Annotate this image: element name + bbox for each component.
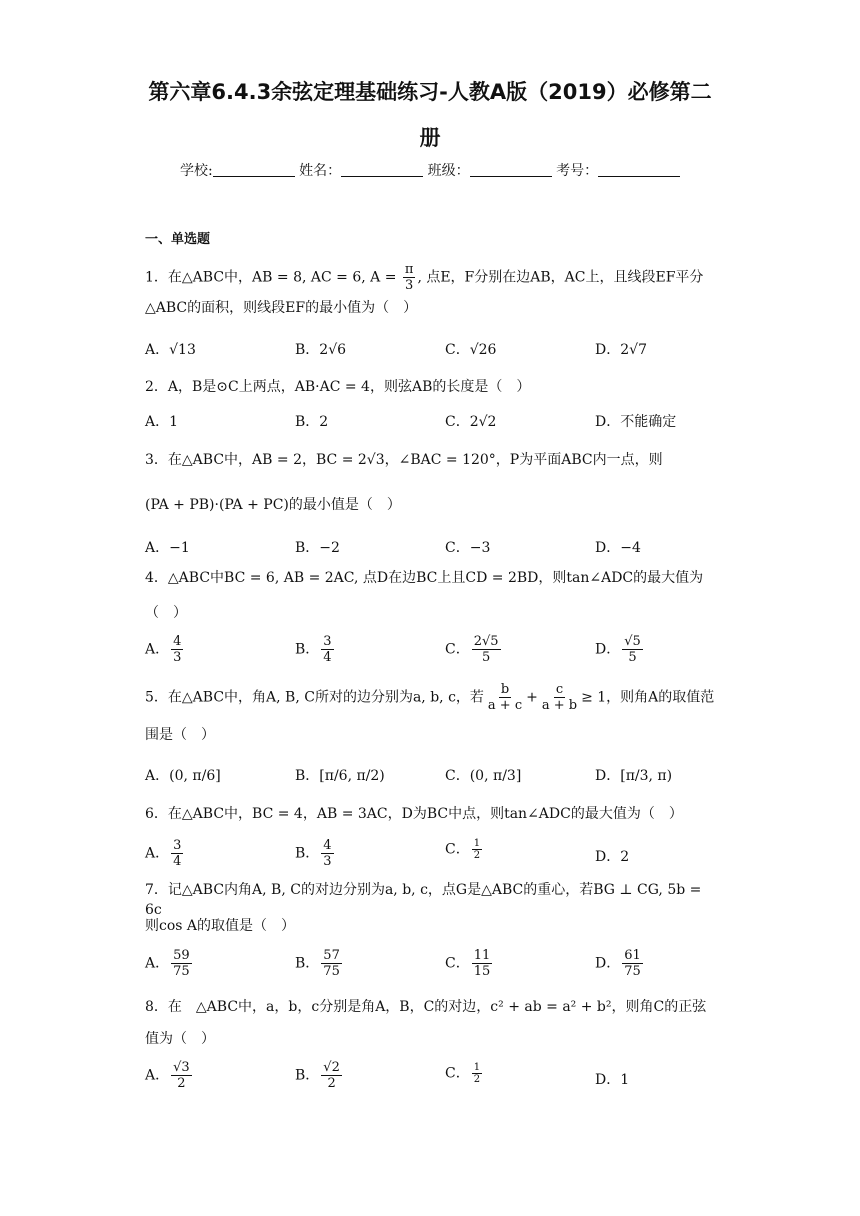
- fraction-denominator: 75: [624, 964, 641, 979]
- q4-option-b[interactable]: [295, 634, 336, 665]
- q4-option-a[interactable]: [145, 634, 185, 665]
- option-label: A．: [145, 1067, 170, 1084]
- q1-option-b[interactable]: [295, 339, 346, 359]
- q4-option-d[interactable]: [595, 634, 645, 665]
- question-2: 2．A，B是⊙C上两点，AB·AC = 4，则弦AB的长度是（ ）: [145, 379, 531, 395]
- q3-option-a[interactable]: A．−1: [145, 540, 190, 556]
- page-title-continued: 册: [419, 126, 441, 150]
- fraction-denominator: 75: [173, 964, 190, 979]
- option-fraction: [472, 948, 493, 979]
- fraction-denominator: 2: [327, 1076, 336, 1091]
- name-field[interactable]: [341, 162, 423, 177]
- q8-option-a[interactable]: [145, 1060, 194, 1091]
- option-fraction: [171, 634, 183, 665]
- option-fraction: [321, 634, 333, 665]
- fraction-numerator: 4: [173, 634, 182, 649]
- b-over-a-plus-c: [486, 682, 524, 713]
- fraction-numerator: π: [404, 262, 414, 277]
- fraction-denominator: 2: [177, 1076, 186, 1091]
- fraction-numerator: 3: [323, 634, 332, 649]
- question-5-text: 5．在△ABC中，角A, B, C所对的边分别为a, b, c，若: [145, 689, 484, 706]
- number-field[interactable]: [598, 162, 680, 177]
- fraction-denominator: 15: [473, 964, 491, 979]
- q5-option-d[interactable]: [595, 765, 672, 785]
- question-5-line-2: 围是（ ）: [145, 727, 215, 743]
- fraction-numerator: 4: [323, 838, 332, 853]
- option-label: A．: [145, 768, 170, 784]
- option-label: A．: [145, 955, 170, 972]
- option-value: (0, π/3]: [469, 768, 522, 784]
- q3-option-b[interactable]: B．−2: [295, 540, 340, 556]
- option-fraction: [472, 634, 501, 665]
- q1-option-a[interactable]: [145, 339, 196, 359]
- option-fraction: [321, 838, 333, 869]
- fraction-numerator: 3: [173, 838, 182, 853]
- fraction-numerator: 59: [173, 948, 190, 963]
- option-label: C．: [445, 641, 470, 658]
- question-7: 7．记△ABC内角A, B, C的对边分别为a, b, c，点G是△ABC的重心，若BG ⊥ CG, 5b = 6c: [145, 882, 702, 918]
- option-value: [π/3, π): [620, 768, 673, 784]
- option-fraction: [321, 948, 342, 979]
- option-value: [π/6, π/2): [319, 768, 385, 784]
- option-value: (0, π/6]: [169, 768, 221, 784]
- q6-option-b[interactable]: [295, 838, 336, 869]
- plus-sign: +: [526, 689, 538, 706]
- q7-option-c[interactable]: [445, 948, 494, 979]
- q6-option-d[interactable]: D．2: [595, 849, 630, 865]
- q8-option-d[interactable]: D．1: [595, 1072, 630, 1088]
- class-label: 班级：: [427, 163, 470, 179]
- option-fraction: [171, 948, 192, 979]
- option-label: D．: [595, 768, 621, 784]
- option-label: C．: [445, 841, 470, 858]
- fraction-denominator: 3: [173, 650, 182, 665]
- fraction-numerator: b: [500, 682, 510, 697]
- option-fraction: [171, 1060, 192, 1091]
- q7-option-b[interactable]: [295, 948, 344, 979]
- option-value: √26: [469, 342, 497, 358]
- option-label: A．: [145, 641, 170, 658]
- question-3-line-2: (PA + PB)·(PA + PC)的最小值是（ ）: [145, 497, 401, 513]
- fraction-numerator: c: [555, 682, 564, 697]
- option-label: B．: [295, 768, 320, 784]
- fraction-numerator: √2: [323, 1060, 340, 1075]
- question-4-line-2: （ ）: [145, 605, 187, 621]
- option-value: 2√7: [620, 342, 647, 358]
- option-label: B．: [295, 1067, 320, 1084]
- option-label: B．: [295, 641, 320, 658]
- fraction-numerator: 1: [473, 1062, 481, 1073]
- question-4: 4．△ABC中BC = 6, AB = 2AC, 点D在边BC上且CD = 2BD，则tan∠ADC的最大值为: [145, 570, 704, 586]
- class-field[interactable]: [470, 162, 552, 177]
- question-1-text-cont: , 点E，F分别在边AB，AC上，且线段EF平分: [417, 269, 704, 286]
- option-label: C．: [445, 342, 470, 358]
- option-label: B．: [295, 845, 320, 862]
- fraction-denominator: a + c: [487, 698, 523, 713]
- fraction-numerator: 61: [624, 948, 641, 963]
- q7-option-d[interactable]: [595, 948, 645, 979]
- fraction-numerator: 11: [473, 948, 491, 963]
- option-fraction: [472, 1062, 482, 1085]
- q5-option-a[interactable]: [145, 765, 221, 785]
- fraction-numerator: √3: [173, 1060, 190, 1075]
- question-5: [145, 682, 715, 713]
- pi-over-3-fraction: [403, 262, 416, 293]
- fraction-numerator: 1: [473, 838, 481, 849]
- fraction-numerator: √5: [624, 634, 641, 649]
- option-value: √13: [169, 342, 196, 358]
- q1-option-d[interactable]: [595, 339, 647, 359]
- option-label: C．: [445, 1065, 470, 1082]
- fraction-denominator: a + b: [541, 698, 578, 713]
- option-fraction: [472, 838, 482, 861]
- fraction-denominator: 2: [473, 850, 481, 861]
- question-5-text-cont: ≥ 1，则角A的取值范: [581, 689, 715, 706]
- option-label: D．: [595, 641, 621, 658]
- q7-option-a[interactable]: [145, 948, 194, 979]
- option-fraction: [171, 838, 183, 869]
- c-over-a-plus-b: [540, 682, 579, 713]
- fraction-denominator: 3: [323, 854, 332, 869]
- question-8-line-2: 值为（ ）: [145, 1031, 215, 1047]
- option-label: D．: [595, 342, 621, 358]
- fraction-denominator: 5: [481, 650, 491, 665]
- q2-option-a[interactable]: A．1: [145, 414, 179, 430]
- school-field[interactable]: [213, 162, 295, 177]
- q4-option-c[interactable]: [445, 634, 503, 665]
- fraction-numerator: 57: [323, 948, 340, 963]
- option-label: B．: [295, 342, 320, 358]
- q8-option-b[interactable]: [295, 1060, 344, 1091]
- q2-option-b[interactable]: B．2: [295, 414, 329, 430]
- q2-option-c[interactable]: C．2√2: [445, 414, 497, 430]
- q5-option-c[interactable]: [445, 765, 521, 785]
- q2-option-d[interactable]: D．不能确定: [595, 414, 677, 430]
- question-6: 6．在△ABC中，BC = 4，AB = 3AC，D为BC中点，则tan∠ADC的最大值为（ ）: [145, 806, 683, 822]
- fraction-denominator: 4: [173, 854, 182, 869]
- fraction-denominator: 4: [323, 650, 332, 665]
- q6-option-a[interactable]: [145, 838, 185, 869]
- question-1-text: 1．在△ABC中，AB = 8, AC = 6, A =: [145, 269, 401, 286]
- q3-option-d[interactable]: D．−4: [595, 540, 641, 556]
- option-label: C．: [445, 955, 470, 972]
- page-title: 第六章6.4.3余弦定理基础练习-人教A版（2019）必修第二: [148, 80, 712, 104]
- option-label: C．: [445, 768, 470, 784]
- section-heading: 一、单选题: [145, 232, 211, 247]
- q8-option-c[interactable]: [445, 1062, 484, 1085]
- fraction-numerator: 2√5: [473, 634, 499, 649]
- option-fraction: [622, 634, 643, 665]
- q5-option-b[interactable]: [295, 765, 385, 785]
- option-label: A．: [145, 342, 170, 358]
- student-info-row: [180, 160, 680, 180]
- option-label: B．: [295, 955, 320, 972]
- fraction-denominator: 3: [405, 278, 414, 293]
- q6-option-c[interactable]: [445, 838, 484, 861]
- question-3: 3．在△ABC中，AB = 2，BC = 2√3，∠BAC = 120°，P为平面ABC内一点，则: [145, 452, 663, 468]
- option-value: 2√6: [319, 342, 347, 358]
- name-label: 姓名：: [299, 163, 342, 179]
- q1-option-c[interactable]: [445, 339, 496, 359]
- option-label: D．: [595, 955, 621, 972]
- q3-option-c[interactable]: C．−3: [445, 540, 491, 556]
- fraction-denominator: 2: [473, 1074, 481, 1085]
- question-1: [145, 262, 705, 293]
- option-fraction: [321, 1060, 342, 1091]
- question-7-line-2: 则cos A的取值是（ ）: [145, 918, 296, 934]
- option-label: A．: [145, 845, 170, 862]
- fraction-denominator: 5: [628, 650, 637, 665]
- question-1-line-2: △ABC的面积，则线段EF的最小值为（ ）: [145, 300, 418, 316]
- fraction-denominator: 75: [323, 964, 340, 979]
- school-label: 学校:: [180, 163, 213, 179]
- number-label: 考号：: [556, 163, 599, 179]
- option-fraction: [622, 948, 643, 979]
- question-8: 8．在 △ABC中，a，b，c分别是角A，B，C的对边，c² + ab = a² + b²，则角C的正弦: [145, 999, 707, 1015]
